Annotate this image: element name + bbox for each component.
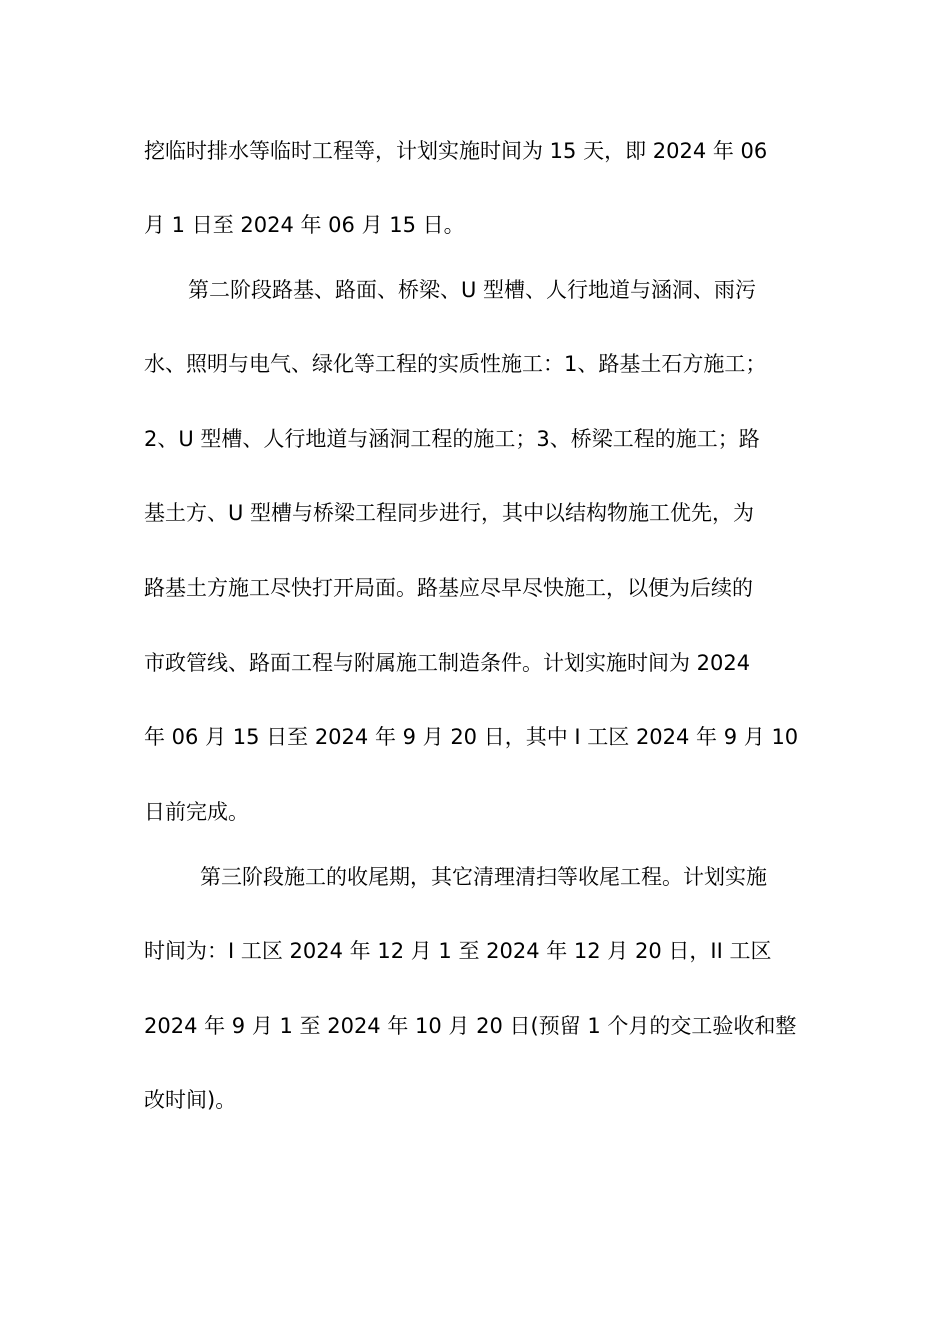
text-line: 日前完成。 <box>144 800 249 824</box>
text-line: 挖临时排水等临时工程等，计划实施时间为 15 天，即 2024 年 06 <box>144 139 768 163</box>
text-line: 基土方、U 型槽与桥梁工程同步进行，其中以结构物施工优先，为 <box>144 501 755 525</box>
text-line: 年 06 月 15 日至 2024 年 9 月 20 日，其中 I 工区 2024 年 9 月 10 <box>144 725 799 749</box>
text-line: 第二阶段路基、路面、桥梁、U 型槽、人行地道与涵洞、雨污 <box>188 278 757 302</box>
text-line: 月 1 日至 2024 年 06 月 15 日。 <box>144 213 465 237</box>
text-line: 时间为：I 工区 2024 年 12 月 1 至 2024 年 12 月 20 日，II 工区 <box>144 939 772 963</box>
text-line: 水、照明与电气、绿化等工程的实质性施工：1、路基土石方施工； <box>144 352 767 376</box>
text-line: 2024 年 9 月 1 至 2024 年 10 月 20 日(预留 1 个月的交工验收和整 <box>144 1014 797 1038</box>
text-line: 路基土方施工尽快打开局面。路基应尽早尽快施工，以便为后续的 <box>144 576 753 600</box>
text-line: 第三阶段施工的收尾期，其它清理清扫等收尾工程。计划实施 <box>200 865 767 889</box>
text-line: 市政管线、路面工程与附属施工制造条件。计划实施时间为 2024 <box>144 651 751 675</box>
text-line: 改时间)。 <box>144 1088 237 1112</box>
text-line: 2、U 型槽、人行地道与涵洞工程的施工；3、桥梁工程的施工；路 <box>144 427 760 451</box>
